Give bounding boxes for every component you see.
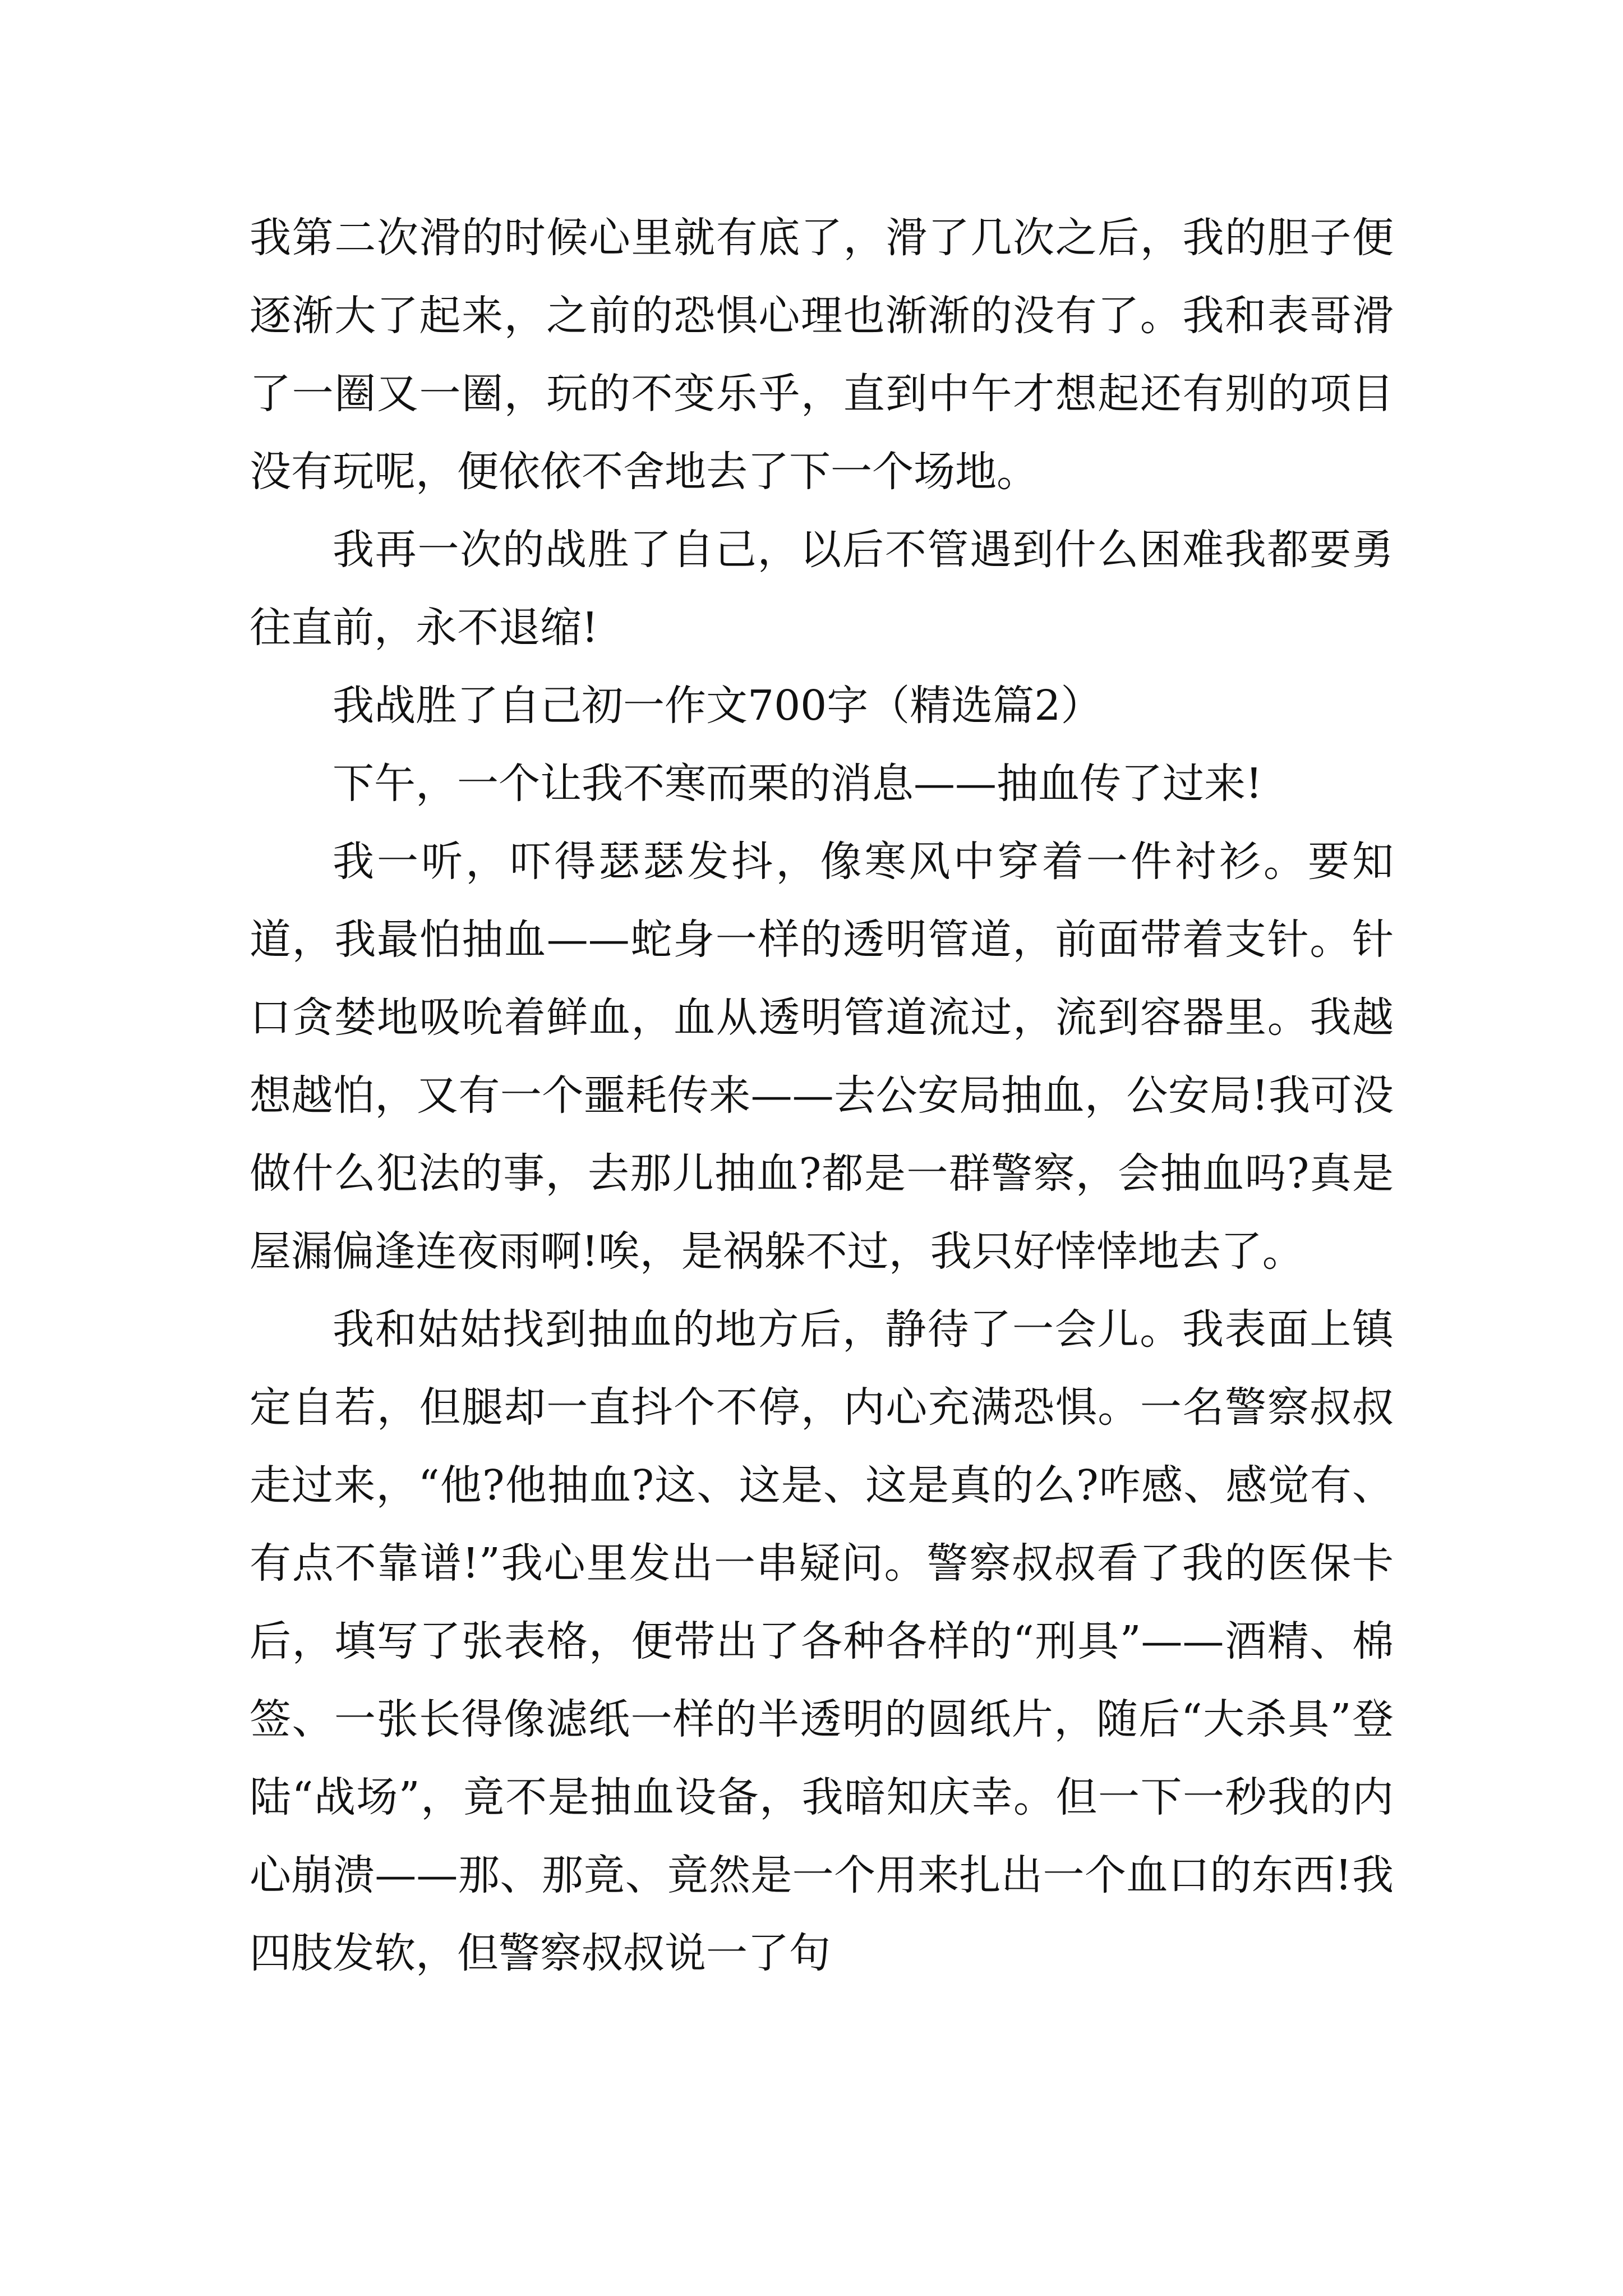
section-heading: 我战胜了自己初一作文700字（精选篇2） (333, 682, 1103, 730)
paragraph-3: 下午，一个让我不寒而栗的消息——抽血传了过来! (333, 760, 1262, 808)
document-body (250, 199, 1394, 1993)
paragraph-4: 我一听，吓得瑟瑟发抖，像寒风中穿着一件衬衫。要知道，我最怕抽血——蛇身一样的透明管道，前面带着支针。针口贪婪地吸吮着鲜血，血从透明管道流过，流到容器里。我越想越怕，又有一个噩耗传来——去公安局抽血，公安局!我可没做什么犯法的事，去那儿抽血?都是一群警察，会抽血吗?真是屋漏偏逢连夜雨啊!唉，是祸躲不过，我只好悻悻地去了。 (250, 838, 1394, 1276)
paragraph-2: 我再一次的战胜了自己，以后不管遇到什么困难我都要勇往直前，永不退缩! (250, 526, 1394, 652)
paragraph-1: 我第二次滑的时候心里就有底了，滑了几次之后，我的胆子便逐渐大了起来，之前的恐惧心理也渐渐的没有了。我和表哥滑了一圈又一圈，玩的不变乐乎，直到中午才想起还有别的项目没有玩呢，便依依不舍地去了下一个场地。 (250, 214, 1394, 496)
paragraph-5: 我和姑姑找到抽血的地方后，静待了一会儿。我表面上镇定自若，但腿却一直抖个不停，内心充满恐惧。一名警察叔叔走过来，“他?他抽血?这、这是、这是真的么?咋感、感觉有、有点不靠谱!”我心里发出一串疑问。警察叔叔看了我的医保卡后，填写了张表格，便带出了各种各样的“刑具”——酒精、棉签、一张长得像滤纸一样的半透明的圆纸片，随后“大杀具”登陆“战场”，竟不是抽血设备，我暗知庆幸。但一下一秒我的内心崩溃——那、那竟、竟然是一个用来扎出一个血口的东西!我四肢发软，但警察叔叔说一了句 (250, 1305, 1394, 1977)
